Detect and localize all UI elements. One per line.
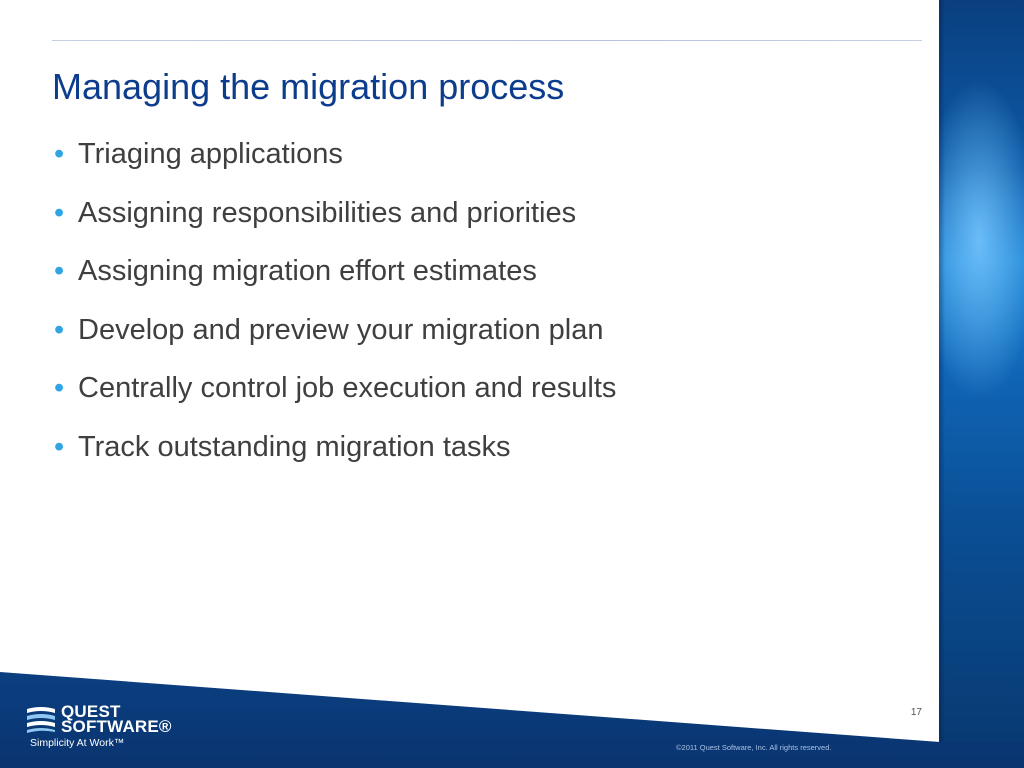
page-number: 17 — [910, 707, 922, 718]
logo-tagline: Simplicity At Work™ — [30, 737, 125, 749]
bullet-text: Track outstanding migration tasks — [78, 430, 511, 463]
logo-word-quest: QUEST — [61, 702, 121, 721]
copyright-notice: ©2011 Quest Software, Inc. All rights reserved. — [676, 743, 832, 752]
logo-word-software: SOFTWARE® — [61, 717, 172, 736]
bullet-dot-icon: • — [54, 313, 65, 346]
bullet-text: Assigning responsibilities and priorities — [78, 196, 577, 229]
bullet-dot-icon: • — [54, 372, 65, 404]
right-decorative-panel — [939, 0, 1024, 768]
slide-title: Managing the migration process — [52, 66, 565, 107]
bullet-text: Centrally control job execution and results — [78, 372, 617, 404]
quest-software-logo — [25, 703, 195, 751]
bullet-text: Assigning migration effort estimates — [78, 255, 537, 287]
bullet-text: Triaging applications — [78, 138, 343, 170]
quest-logo-mark-icon — [25, 705, 57, 733]
bullet-text: Develop and preview your migration plan — [78, 313, 604, 346]
bullet-dot-icon: • — [54, 138, 65, 170]
bullet-dot-icon: • — [54, 430, 65, 463]
top-divider — [52, 40, 922, 41]
bullet-dot-icon: • — [54, 196, 65, 229]
bullet-dot-icon: • — [54, 255, 65, 287]
